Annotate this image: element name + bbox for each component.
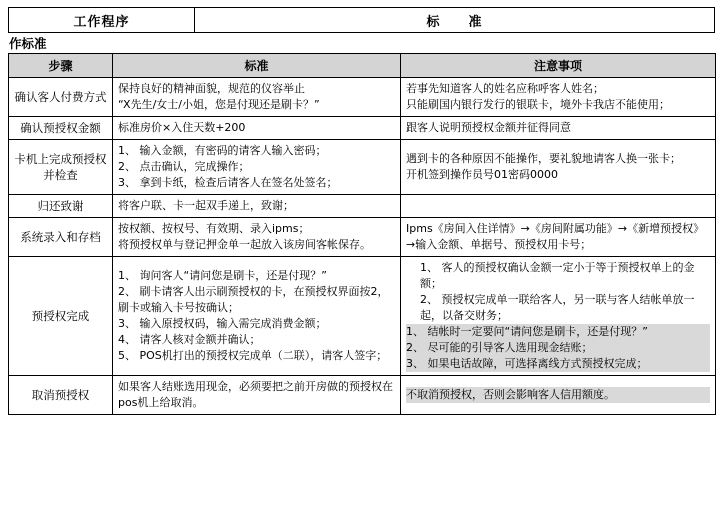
table-row — [9, 195, 716, 218]
cell-step: 预授权完成 — [9, 257, 113, 376]
cell-standard: 按权额、按权号、有效期、录入ipms； 将预授权单与登记押金单一起放入该房间客帐保存。 — [113, 218, 401, 257]
header-bar — [8, 7, 715, 33]
table-row — [9, 257, 716, 376]
cell-note — [401, 195, 716, 218]
cell-standard: 保持良好的精神面貌，规范的仪容举止 “X先生/女士/小姐，您是付现还是刷卡？” — [113, 78, 401, 117]
procedure-table — [8, 53, 716, 415]
cell-note: 1、 客人的预授权确认金额一定小于等于预授权单上的金额； 2、 预授权完成单一联给客人，另一联与客人结帐单放一起，以备交财务； 1、 结帐时一定要问“请问您是刷卡，还是付现？” 2、 尽可能的引导客人选用现金结账； 3、 如果电话故障，可选择离线方式预授权完成； — [401, 257, 716, 376]
column-header-note: 注意事项 — [401, 54, 716, 78]
cell-step: 归还致谢 — [9, 195, 113, 218]
cell-note: Ipms《房间入住详情》→《房间附属功能》→《新增预授权》→输入金额、单据号、预授权用卡号； — [401, 218, 716, 257]
column-header-step: 步骤 — [9, 54, 113, 78]
header-right-title: 标 准 — [426, 14, 483, 30]
cell-note: 不取消预授权，否则会影响客人信用额度。 — [401, 376, 716, 415]
column-header-standard: 标准 — [113, 54, 401, 78]
cell-standard: 1、 询问客人“请问您是刷卡，还是付现？” 2、 刷卡请客人出示刷预授权的卡，在预授权界面按2，刷卡或输入卡号按确认； 3、 输入原授权码，输入需完成消费金额； 4、 请客人核对金额并确认； 5、 POS机打出的预授权完成单（二联），请客人签字； — [113, 257, 401, 376]
cell-step: 确认客人付费方式 — [9, 78, 113, 117]
cell-standard: 1、 输入金额，有密码的请客人输入密码； 2、 点击确认，完成操作； 3、 拿到卡纸，检查后请客人在签名处签名； — [113, 140, 401, 195]
table-row — [9, 117, 716, 140]
cell-step: 确认预授权金额 — [9, 117, 113, 140]
table-row — [9, 376, 716, 415]
cell-note: 跟客人说明预授权金额并征得同意 — [401, 117, 716, 140]
table-header-row — [9, 54, 716, 78]
table-row — [9, 140, 716, 195]
cell-step: 取消预授权 — [9, 376, 113, 415]
cell-note: 若事先知道客人的姓名应称呼客人姓名； 只能刷国内银行发行的银联卡，境外卡我店不能使用； — [401, 78, 716, 117]
cell-standard: 标准房价×入住天数+200 — [113, 117, 401, 140]
cell-standard: 将客户联、卡一起双手递上，致谢； — [113, 195, 401, 218]
table-row — [9, 78, 716, 117]
header-left-title: 工作程序 — [9, 8, 195, 32]
cell-note: 遇到卡的各种原因不能操作，要礼貌地请客人换一张卡； 开机签到操作员号01密码0000 — [401, 140, 716, 195]
cell-step: 卡机上完成预授权并检查 — [9, 140, 113, 195]
cell-standard: 如果客人结账选用现金，必须要把之前开房做的预授权在pos机上给取消。 — [113, 376, 401, 415]
section-subtitle: 作标准 — [9, 36, 47, 51]
cell-step: 系统录入和存档 — [9, 218, 113, 257]
table-row — [9, 218, 716, 257]
